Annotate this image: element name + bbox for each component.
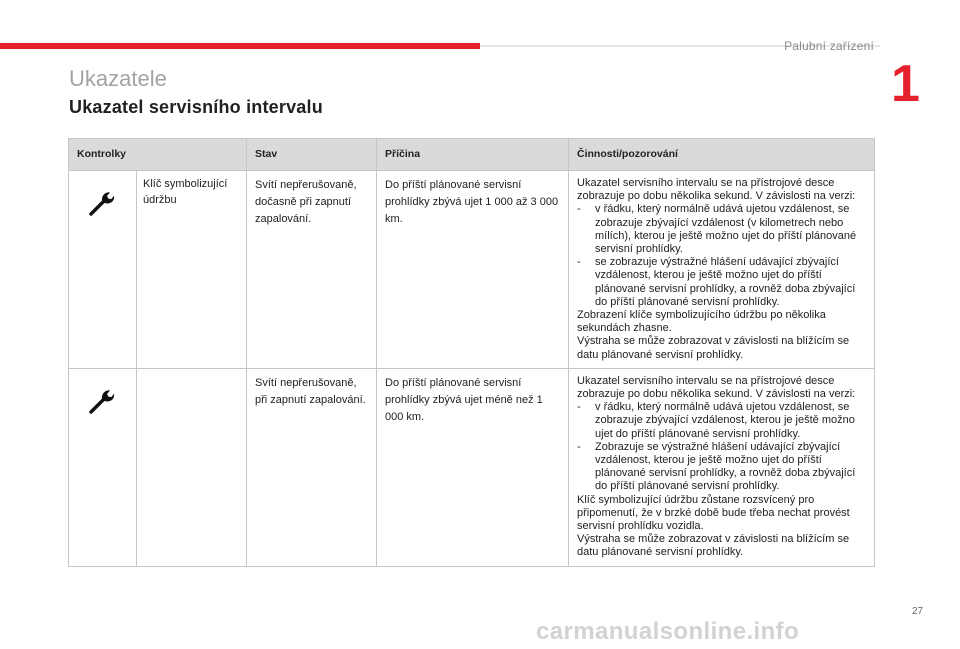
page-number: 27	[912, 606, 924, 617]
actions-note: Klíč symbolizující údržbu zůstane rozsvícený pro připomenutí, že v brzké době bude třeba nechat provést servisní prohlídku vozidla.	[577, 493, 850, 533]
table-row	[69, 368, 875, 566]
actions-note: Zobrazení klíče symbolizujícího údržbu po několika sekundách zhasne.	[577, 309, 826, 335]
indicator-label	[137, 368, 247, 566]
actions-intro: Ukazatel servisního intervalu se na přístrojové desce zobrazuje po dobu několika sekund. V závislosti na verzi:	[577, 177, 856, 203]
cause-cell: Do příští plánované servisní prohlídky zbývá ujet 1 000 až 3 000 km.	[377, 171, 569, 369]
table-row	[69, 171, 875, 369]
wrench-icon	[88, 385, 118, 415]
section-name: Palubní zařízení	[784, 39, 874, 53]
chapter-number: 1	[891, 55, 920, 113]
actions-bullet: - v řádku, který normálně udává ujetou vzdálenost, se zobrazuje zbývající vzdálenost, kterou je ještě možno ujet do příští plánované servisní prohlídky.	[577, 401, 855, 440]
watermark: carmanualsonline.info	[536, 618, 800, 645]
column-header-pricina: Příčina	[377, 139, 569, 171]
table-header-row	[69, 139, 875, 171]
indicator-icon-cell	[69, 368, 137, 566]
section-title: Ukazatel servisního intervalu	[69, 97, 323, 117]
state-cell: Svítí nepřerušovaně, dočasně při zapnutí zapalování.	[247, 171, 377, 369]
cause-cell: Do příští plánované servisní prohlídky zbývá ujet méně než 1 000 km.	[377, 368, 569, 566]
column-header-kontrolky: Kontrolky	[69, 139, 247, 171]
actions-intro: Ukazatel servisního intervalu se na přístrojové desce zobrazuje po dobu několika sekund. V závislosti na verzi:	[577, 374, 856, 401]
indicator-label: Klíč symbolizující údržbu	[137, 171, 247, 369]
state-cell: Svítí nepřerušovaně, při zapnutí zapalování.	[247, 368, 377, 566]
actions-bullet: - se zobrazuje výstražné hlášení udávající zbývající vzdálenost, kterou je ještě možno ujet do příští plánované servisní prohlídky, a rovněž doba zbývající do příští plánované servisní prohlídky.	[577, 256, 856, 308]
actions-note: Výstraha se může zobrazovat v závislosti na blížícím se datu plánované servisní prohlídky.	[577, 533, 850, 559]
column-header-cinnosti: Činnosti/pozorování	[569, 139, 875, 171]
column-header-stav: Stav	[247, 139, 377, 171]
indicator-icon-cell	[69, 171, 137, 369]
page-title: Ukazatele	[69, 66, 167, 91]
header-red-bar	[0, 43, 480, 49]
wrench-icon	[88, 187, 118, 217]
actions-cell	[569, 368, 875, 566]
indicator-table	[68, 138, 875, 567]
actions-bullet: - v řádku, který normálně udává ujetou vzdálenost, se zobrazuje zbývající vzdálenost (v kilometrech nebo mílích), kterou je ještě možno ujet do příští plánované servisní prohlídky.	[577, 203, 857, 256]
actions-note: Výstraha se může zobrazovat v závislosti na blížícím se datu plánované servisní prohlídky.	[577, 335, 850, 361]
actions-cell	[569, 171, 875, 369]
actions-bullet: - Zobrazuje se výstražné hlášení udávající zbývající vzdálenost, kterou je ještě možno ujet do příští plánované servisní prohlídky, a rovněž doba zbývající do příští plánované servisní prohlídky.	[577, 440, 856, 493]
